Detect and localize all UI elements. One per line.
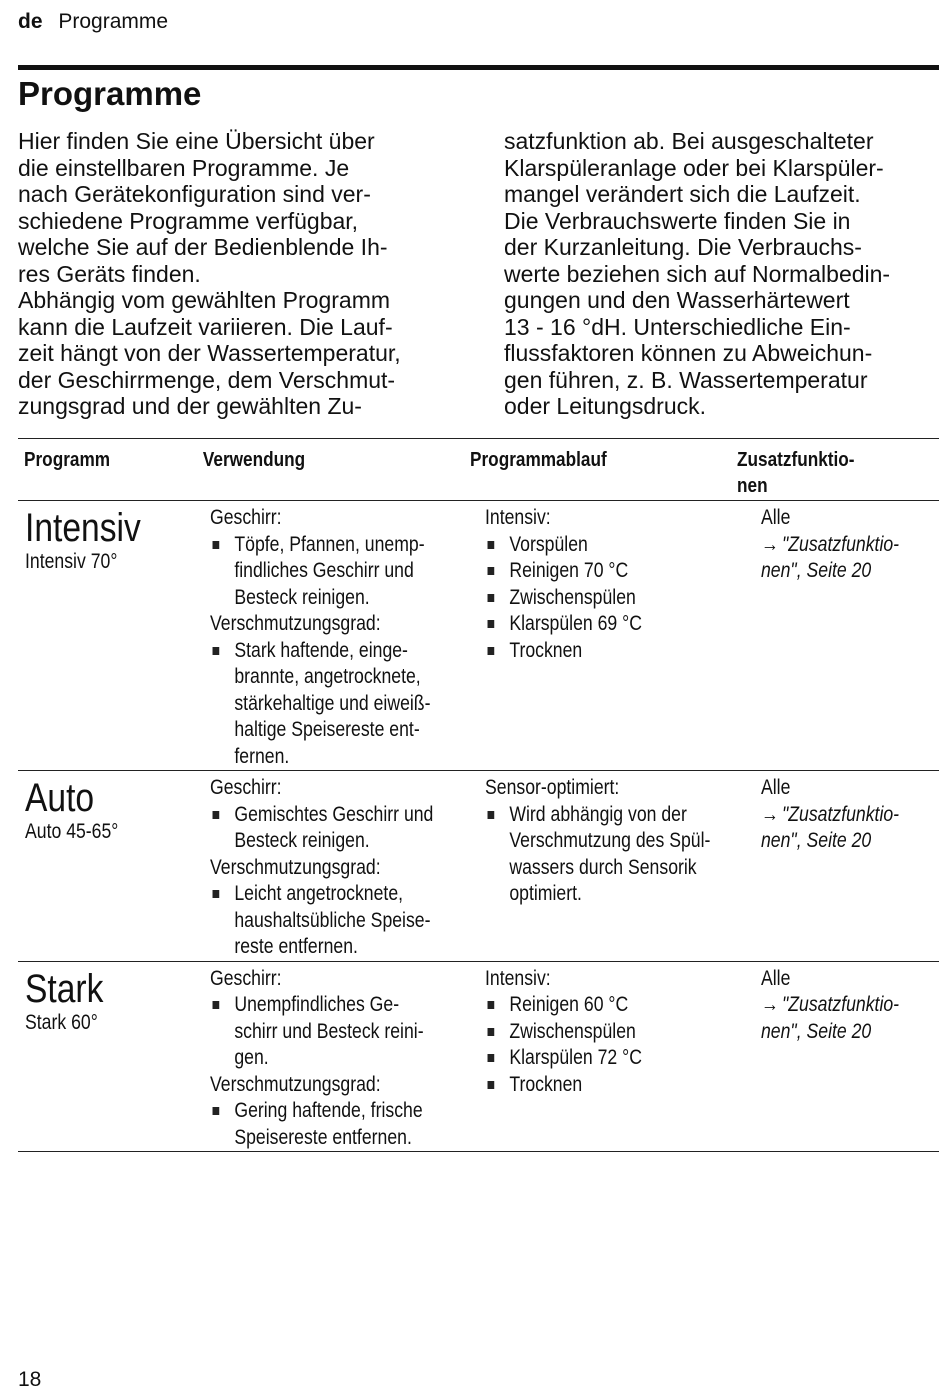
program-temperature: Auto 45-65° bbox=[25, 820, 119, 843]
list-item bbox=[485, 558, 708, 585]
list-item bbox=[485, 1019, 708, 1046]
intro-right-column bbox=[504, 128, 944, 420]
section-name: Programme bbox=[58, 10, 169, 33]
geschirr-label: Geschirr: bbox=[210, 776, 282, 799]
header-text: Zusatzfunktio- bbox=[736, 449, 855, 471]
table-row bbox=[18, 771, 939, 962]
list-item bbox=[210, 802, 432, 855]
extra-content bbox=[761, 775, 907, 855]
intro-right-line: gen führen, z. B. Wassertemperatur bbox=[504, 366, 868, 393]
list-line: reste entfernen. bbox=[234, 935, 358, 958]
intro-left-line: schiedene Programme verfügbar, bbox=[18, 207, 359, 234]
list-line: Besteck reinigen. bbox=[234, 829, 370, 852]
list-item bbox=[210, 881, 432, 961]
list-item bbox=[210, 992, 432, 1072]
intro-right-line: Klarspüleranlage oder bei Klarspüler- bbox=[504, 154, 884, 181]
list-item bbox=[485, 1072, 708, 1099]
program-cell bbox=[18, 771, 202, 961]
list-line: gen. bbox=[234, 1046, 269, 1069]
list-line: Trocknen bbox=[509, 638, 583, 662]
list-line: Verschmutzung des Spül- bbox=[509, 829, 711, 852]
extra-content bbox=[761, 966, 907, 1046]
intro-right-line: werte beziehen sich auf Normalbedin- bbox=[504, 260, 891, 287]
intro-right-line: mangel verändert sich die Laufzeit. bbox=[504, 181, 861, 207]
geschirr-list bbox=[210, 802, 432, 855]
sequence-cell bbox=[478, 771, 754, 961]
sequence-cell bbox=[478, 501, 754, 770]
list-line: Reinigen 70 °C bbox=[509, 559, 629, 582]
list-line: findliches Geschirr und bbox=[234, 559, 414, 582]
list-item bbox=[485, 611, 708, 638]
extra-value: Alle bbox=[761, 966, 791, 990]
table-row bbox=[18, 962, 939, 1153]
cross-reference-link[interactable]: → "Zusatzfunktio- bbox=[761, 532, 900, 556]
list-line: Vorspülen bbox=[509, 532, 588, 556]
intro-left-line: res Geräts finden. bbox=[18, 260, 201, 287]
list-line: Gering haftende, frische bbox=[234, 1099, 423, 1122]
header-rule bbox=[18, 65, 939, 70]
list-line: Trocknen bbox=[509, 1072, 583, 1096]
usage-cell bbox=[202, 962, 478, 1152]
program-cell bbox=[18, 962, 202, 1152]
list-line: Speisereste entfernen. bbox=[234, 1125, 412, 1149]
usage-content bbox=[210, 966, 432, 1152]
program-temperature: Intensiv 70° bbox=[25, 550, 118, 573]
list-line: Töpfe, Pfannen, unemp- bbox=[234, 532, 425, 556]
arrow-right-icon: → bbox=[761, 993, 779, 1016]
list-item bbox=[485, 532, 708, 559]
cross-reference-link[interactable]: → "Zusatzfunktio- bbox=[761, 993, 900, 1016]
soiling-label: Verschmutzungsgrad: bbox=[210, 855, 381, 879]
list-line: Wird abhängig von der bbox=[509, 802, 687, 826]
intro-left-line: kann die Laufzeit variieren. Die Lauf- bbox=[18, 313, 393, 340]
header-text: nen bbox=[736, 475, 768, 497]
extra-value: Alle bbox=[761, 776, 791, 799]
header-zusatzfunktionen bbox=[731, 439, 910, 500]
extra-functions-cell bbox=[754, 501, 939, 770]
sequence-cell bbox=[478, 962, 754, 1152]
intro-left-line: Hier finden Sie eine Übersicht über bbox=[18, 128, 375, 154]
geschirr-list bbox=[210, 532, 432, 612]
list-line: fernen. bbox=[234, 744, 290, 768]
header-text: Verwendung bbox=[203, 449, 306, 471]
extra-content bbox=[761, 505, 907, 585]
extra-functions-cell bbox=[754, 771, 939, 961]
table-row bbox=[18, 501, 939, 771]
soiling-list bbox=[210, 638, 432, 771]
intro-right-line: oder Leitungsdruck. bbox=[504, 393, 707, 419]
intro-right-line: satzfunktion ab. Bei ausgeschalteter bbox=[504, 128, 874, 154]
program-table bbox=[18, 438, 939, 1152]
language-code: de bbox=[18, 10, 43, 33]
list-line: haushaltsübliche Speise- bbox=[234, 908, 431, 932]
list-line: Stark haftende, einge- bbox=[234, 638, 408, 662]
intro-left-line: zeit hängt von der Wassertemperatur, bbox=[18, 340, 401, 366]
list-line: stärkehaltige und eiweiß- bbox=[234, 691, 431, 715]
intro-left-line: die einstellbaren Programme. Je bbox=[18, 154, 350, 181]
cross-reference-link[interactable]: → "Zusatzfunktio- bbox=[761, 802, 900, 826]
usage-content bbox=[210, 775, 432, 961]
intro-right-line: der Kurzanleitung. Die Verbrauchs- bbox=[504, 234, 862, 260]
program-name: Stark bbox=[25, 966, 104, 1011]
list-line: Reinigen 60 °C bbox=[509, 993, 629, 1016]
list-item bbox=[485, 992, 708, 1019]
cross-reference-line: nen", Seite 20 bbox=[761, 559, 872, 582]
sequence-list bbox=[485, 802, 711, 908]
list-line: Unempfindliches Ge- bbox=[234, 993, 400, 1016]
list-line: schirr und Besteck reini- bbox=[234, 1019, 424, 1043]
list-item bbox=[485, 802, 711, 908]
extra-functions-cell bbox=[754, 962, 939, 1152]
sequence-list bbox=[485, 992, 708, 1098]
usage-cell bbox=[202, 771, 478, 961]
sequence-content bbox=[485, 966, 708, 1099]
sequence-label: Intensiv: bbox=[485, 966, 551, 990]
intro-left-line: welche Sie auf der Bedienblende Ih- bbox=[18, 234, 388, 260]
list-line: brannte, angetrocknete, bbox=[234, 665, 421, 688]
usage-cell bbox=[202, 501, 478, 770]
intro-right-line: gungen und den Wasserhärtewert bbox=[504, 287, 850, 313]
cross-reference-line: nen", Seite 20 bbox=[761, 1019, 872, 1043]
list-line: Zwischenspülen bbox=[509, 1019, 636, 1043]
list-line: Leicht angetrocknete, bbox=[234, 882, 404, 905]
program-temperature: Stark 60° bbox=[25, 1010, 98, 1034]
sequence-content bbox=[485, 505, 708, 664]
list-line: haltige Speisereste ent- bbox=[234, 718, 420, 741]
page-title: Programme bbox=[18, 75, 202, 112]
intro-left-line: nach Gerätekonfiguration sind ver- bbox=[18, 181, 371, 207]
soiling-label: Verschmutzungsgrad: bbox=[210, 1072, 381, 1096]
cross-reference-line: nen", Seite 20 bbox=[761, 829, 872, 852]
intro-right-line: 13 - 16 °dH. Unterschiedliche Ein- bbox=[504, 313, 851, 340]
sequence-label: Intensiv: bbox=[485, 506, 551, 529]
intro-left-line: Abhängig vom gewählten Programm bbox=[18, 287, 391, 313]
intro-left-line: zungsgrad und der gewählten Zu- bbox=[18, 393, 362, 419]
list-line: optimiert. bbox=[509, 882, 582, 905]
intro-right-line: Die Verbrauchswerte finden Sie in bbox=[504, 207, 851, 234]
list-item bbox=[210, 638, 432, 771]
list-line: wassers durch Sensorik bbox=[509, 855, 697, 879]
soiling-list bbox=[210, 881, 432, 961]
soiling-label: Verschmutzungsgrad: bbox=[210, 612, 381, 635]
page-header bbox=[18, 9, 168, 35]
header-programmablauf bbox=[464, 439, 694, 500]
soiling-list bbox=[210, 1098, 432, 1151]
list-line: Klarspülen 72 °C bbox=[509, 1046, 642, 1069]
program-cell bbox=[18, 501, 202, 770]
list-item bbox=[485, 1045, 708, 1072]
list-item bbox=[210, 1098, 432, 1151]
extra-value: Alle bbox=[761, 506, 791, 529]
list-item bbox=[210, 532, 432, 612]
list-line: Besteck reinigen. bbox=[234, 585, 370, 609]
intro-left-line: der Geschirrmenge, dem Verschmut- bbox=[18, 366, 396, 393]
sequence-content bbox=[485, 775, 711, 908]
arrow-right-icon: → bbox=[761, 802, 779, 826]
sequence-list bbox=[485, 532, 708, 665]
list-line: Zwischenspülen bbox=[509, 585, 636, 609]
arrow-right-icon: → bbox=[761, 532, 779, 556]
geschirr-label: Geschirr: bbox=[210, 966, 282, 990]
header-programm bbox=[18, 439, 171, 500]
geschirr-list bbox=[210, 992, 432, 1072]
header-text: Programm bbox=[24, 449, 111, 471]
program-name: Auto bbox=[25, 776, 95, 820]
list-item bbox=[485, 638, 708, 665]
intro-right-line: flussfaktoren können zu Abweichun- bbox=[504, 340, 873, 366]
header-text: Programmablauf bbox=[469, 449, 607, 471]
geschirr-label: Geschirr: bbox=[210, 506, 282, 529]
page-number: 18 bbox=[18, 1368, 42, 1391]
list-line: Klarspülen 69 °C bbox=[509, 612, 642, 635]
table-header-row bbox=[18, 438, 939, 501]
usage-content bbox=[210, 505, 432, 770]
program-name: Intensiv bbox=[25, 506, 141, 550]
list-item bbox=[485, 585, 708, 612]
header-verwendung bbox=[196, 439, 426, 500]
intro-left-column bbox=[18, 128, 458, 420]
sequence-label: Sensor-optimiert: bbox=[485, 776, 620, 799]
list-line: Gemischtes Geschirr und bbox=[234, 802, 434, 826]
